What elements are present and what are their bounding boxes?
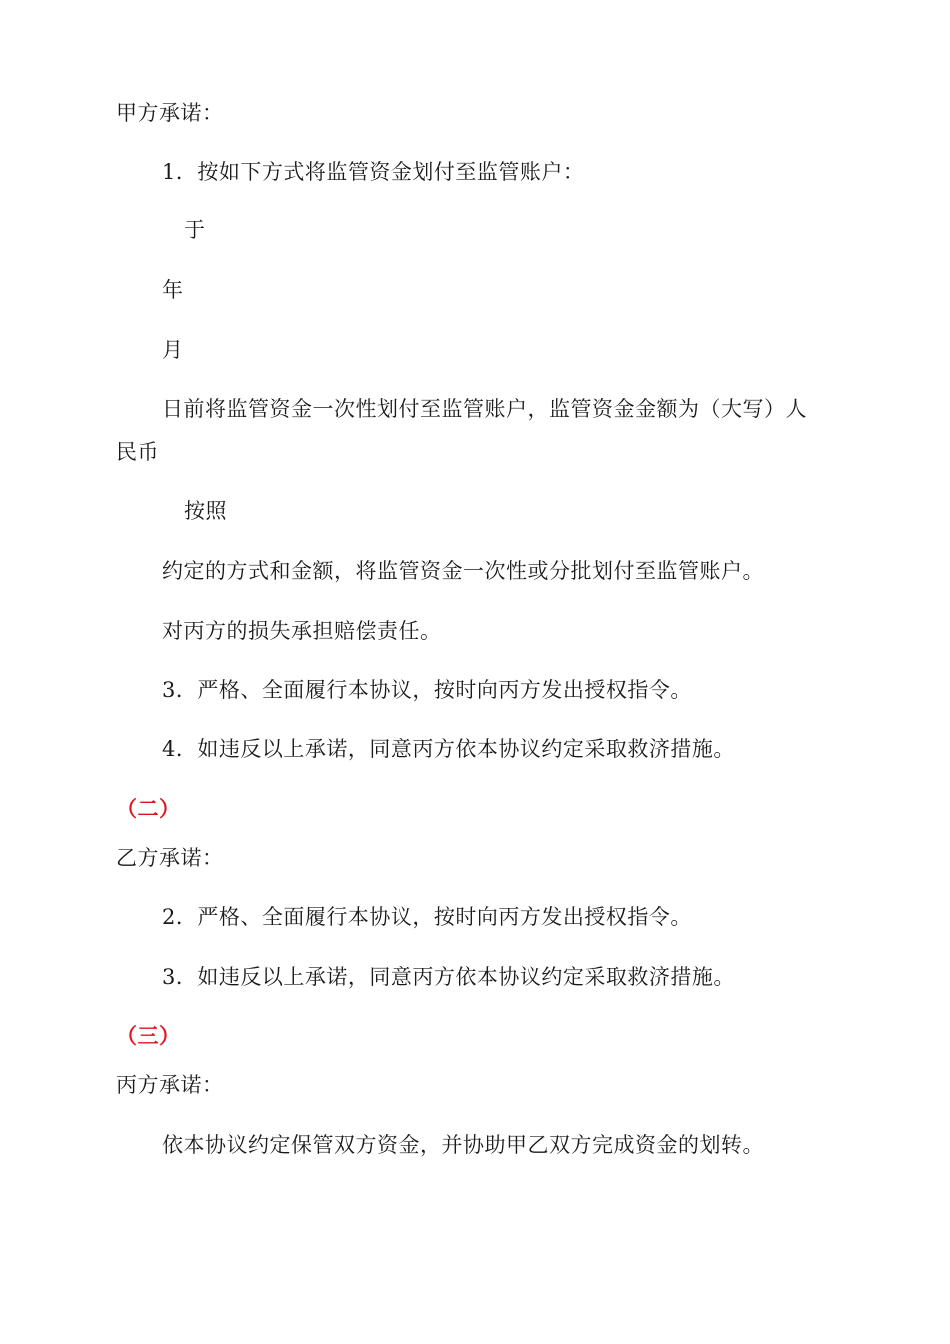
party-c-item: 依本协议约定保管双方资金，并协助甲乙双方完成资金的划转。 (162, 1133, 764, 1157)
party-c-heading: 丙方承诺： (116, 1073, 224, 1097)
party-a-item-4: 4．如违反以上承诺，同意丙方依本协议约定采取救济措施。 (162, 737, 735, 761)
party-b-item-3: 3．如违反以上承诺，同意丙方依本协议约定采取救济措施。 (162, 965, 735, 989)
lump-sum-clause-line-1: 日前将监管资金一次性划付至监管账户，监管资金金额为（大写）人 (162, 397, 807, 421)
lump-sum-clause-line-2: 民币 (116, 440, 159, 464)
party-b-item-2: 2．严格、全面履行本协议，按时向丙方发出授权指令。 (162, 905, 692, 929)
section-three-marker: （三） (116, 1024, 181, 1048)
date-word-nian: 年 (162, 278, 184, 302)
party-a-heading: 甲方承诺： (116, 101, 224, 125)
according-to-word: 按照 (184, 499, 227, 523)
section-two-marker: （二） (116, 797, 181, 821)
party-a-item-1-intro: 1．按如下方式将监管资金划付至监管账户： (162, 160, 585, 184)
agreed-method-clause: 约定的方式和金额，将监管资金一次性或分批划付至监管账户。 (162, 559, 764, 583)
date-word-yue: 月 (162, 338, 184, 362)
date-word-yu: 于 (184, 218, 206, 242)
compensation-clause: 对丙方的损失承担赔偿责任。 (162, 619, 442, 643)
party-a-item-3: 3．严格、全面履行本协议，按时向丙方发出授权指令。 (162, 678, 692, 702)
party-b-heading: 乙方承诺： (116, 846, 224, 870)
